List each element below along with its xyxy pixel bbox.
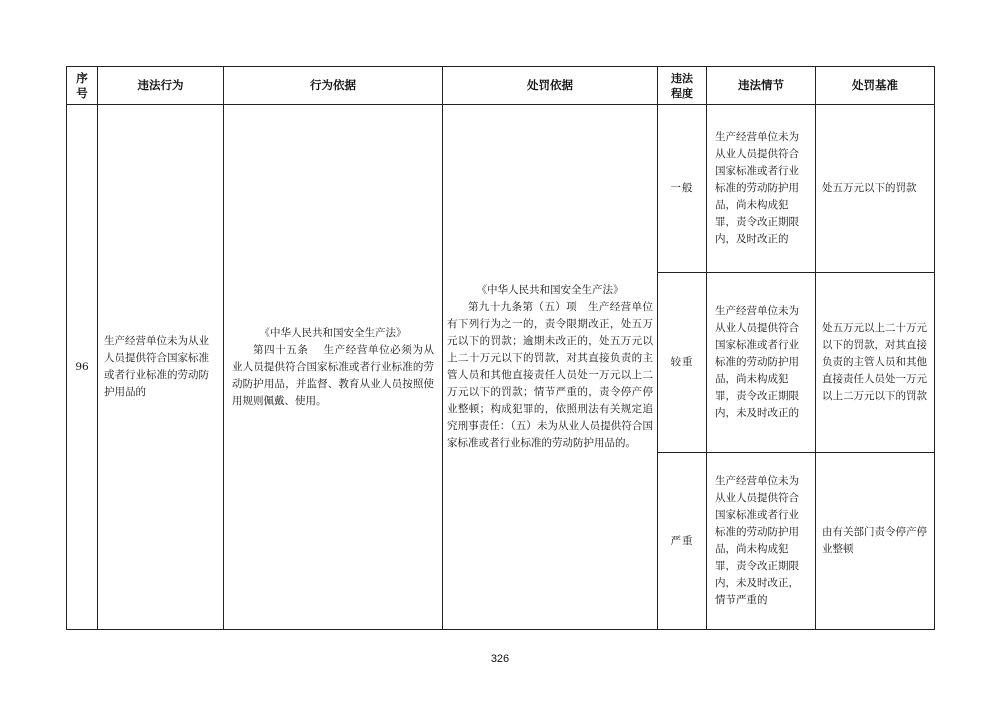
page-number: 326: [490, 653, 510, 665]
degree-severe: 严重: [658, 453, 707, 630]
degree-serious: 较重: [658, 273, 707, 453]
header-act-basis: 行为依据: [224, 67, 443, 105]
header-standard: 处罚基准: [816, 67, 935, 105]
standard-serious: 处五万元以上二十万元以下的罚款，对其直接负责的主管人员和其他直接责任人员处一万元以上二万元以下的罚款: [816, 273, 935, 453]
act-basis-body: 第四十五条 生产经营单位必须为从业人员提供符合国家标准或者行业标准的劳动防护用品，并监督、教育从业人员按照使用规则佩戴、使用。: [232, 343, 434, 407]
row-act-basis: [224, 105, 443, 630]
circumstance-severe: 生产经营单位未为从业人员提供符合国家标准或者行业标准的劳动防护用品，尚未构成犯罪，责令改正期限内，未及时改正，情节严重的: [707, 453, 816, 630]
circumstance-general: 生产经营单位未为从业人员提供符合国家标准或者行业标准的劳动防护用品，尚未构成犯罪，责令改正期限内，及时改正的: [707, 105, 816, 273]
degree-general: 一般: [658, 105, 707, 273]
header-index: 序号: [67, 67, 98, 105]
table-row: [67, 105, 935, 273]
penalty-basis-title: 《中华人民共和国安全生产法》: [476, 284, 624, 296]
circumstance-serious: 生产经营单位未为从业人员提供符合国家标准或者行业标准的劳动防护用品，尚未构成犯罪，责令改正期限内，未及时改正的: [707, 273, 816, 453]
row-act: 生产经营单位未为从业人员提供符合国家标准或者行业标准的劳动防护用品的: [98, 105, 224, 630]
row-index: 96: [67, 105, 98, 630]
standard-severe: 由有关部门责令停产停业整顿: [816, 453, 935, 630]
penalty-basis-body: 第九十九条第（五）项 生产经营单位有下列行为之一的，责令限期改正，处五万元以下的罚款；逾期未改正的，处五万元以上二十万元以下的罚款，对其直接负责的主管人员和其他直接责任人员处一万元以上二万元以下的罚款；情节严重的，责令停产停业整顿；构成犯罪的，依照刑法有关规定追究刑事责任：（五）未为从业人员提供符合国家标准或者行业标准的劳动防护用品的。: [447, 301, 653, 449]
act-basis-title: 《中华人民共和国安全生产法》: [259, 326, 407, 339]
row-penalty-basis: [443, 105, 658, 630]
header-row: [67, 67, 935, 105]
header-act: 违法行为: [98, 67, 224, 105]
header-circumstances: 违法情节: [707, 67, 816, 105]
header-penalty-basis: 处罚依据: [443, 67, 658, 105]
header-degree: 违法程度: [658, 67, 707, 105]
penalty-table: [66, 66, 935, 630]
standard-general: 处五万元以下的罚款: [816, 105, 935, 273]
